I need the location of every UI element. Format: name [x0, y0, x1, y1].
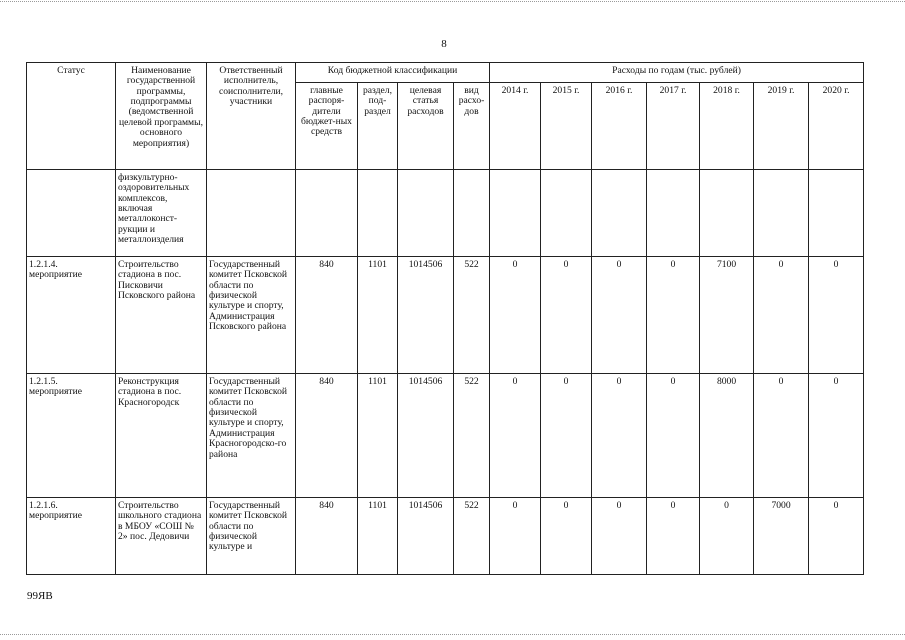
cell-code-type: 522: [454, 374, 490, 498]
cell-empty: [398, 170, 454, 257]
cell-name: физкультурно-оздоровительных комплексов, включая металлоконст-рукции и металлоизделия: [116, 170, 207, 257]
cell-year-2016: 0: [592, 257, 647, 374]
cell-status: 1.2.1.5. мероприятие: [27, 374, 116, 498]
header-year-2019: 2019 г.: [754, 83, 809, 170]
cell-code-manager: 840: [296, 498, 358, 575]
bottom-edge-rule: [0, 634, 905, 635]
footer-code: 99ЯВ: [27, 590, 53, 602]
header-code-type: вид расхо-дов: [454, 83, 490, 170]
cell-empty: [296, 170, 358, 257]
cell-year-2014: 0: [490, 257, 541, 374]
cell-year-2015: 0: [541, 257, 592, 374]
cell-year-2018: 8000: [700, 374, 754, 498]
table-row-continuation: [27, 170, 864, 257]
header-status: Статус: [27, 63, 116, 170]
cell-code-manager: 840: [296, 257, 358, 374]
top-edge-rule: [0, 1, 905, 2]
cell-code-section: 1101: [358, 257, 398, 374]
header-code-section: раздел, под-раздел: [358, 83, 398, 170]
cell-code-type: 522: [454, 498, 490, 575]
cell-year-2020: 0: [809, 257, 864, 374]
cell-status: 1.2.1.6. мероприятие: [27, 498, 116, 575]
cell-year-2015: 0: [541, 374, 592, 498]
cell-responsible: Государственный комитет Псковской области по физической культуре и: [207, 498, 296, 575]
cell-code-article: 1014506: [398, 374, 454, 498]
cell-empty: [809, 170, 864, 257]
header-expenses-group: Расходы по годам (тыс. рублей): [490, 63, 864, 83]
cell-name: Реконструкция стадиона в пос. Красногородск: [116, 374, 207, 498]
cell-status: 1.2.1.4. мероприятие: [27, 257, 116, 374]
cell-empty: [647, 170, 700, 257]
cell-empty: [490, 170, 541, 257]
cell-year-2016: 0: [592, 498, 647, 575]
cell-name: Строительство школьного стадиона в МБОУ «СОШ № 2» пос. Дедовичи: [116, 498, 207, 575]
cell-status: [27, 170, 116, 257]
header-year-2018: 2018 г.: [700, 83, 754, 170]
cell-year-2019: 0: [754, 257, 809, 374]
cell-empty: [541, 170, 592, 257]
cell-year-2019: 0: [754, 374, 809, 498]
cell-empty: [358, 170, 398, 257]
table-row: [27, 257, 864, 374]
cell-responsible: Государственный комитет Псковской области по физической культуре и спорту, Администрация Красногородско-го района: [207, 374, 296, 498]
cell-year-2017: 0: [647, 374, 700, 498]
cell-empty: [592, 170, 647, 257]
cell-year-2020: 0: [809, 498, 864, 575]
header-year-2014: 2014 г.: [490, 83, 541, 170]
header-code-manager: главные распоря-дители бюджет-ных средств: [296, 83, 358, 170]
header-name: Наименование государственной программы, подпрограммы (ведомственной целевой программы, основного мероприятия): [116, 63, 207, 170]
cell-code-type: 522: [454, 257, 490, 374]
page-number: 8: [441, 38, 447, 50]
cell-name: Строительство стадиона в пос. Писковичи Псковского района: [116, 257, 207, 374]
header-year-2015: 2015 г.: [541, 83, 592, 170]
header-budget-code-group: Код бюджетной классификации: [296, 63, 490, 83]
table-row: [27, 498, 864, 575]
cell-year-2017: 0: [647, 257, 700, 374]
cell-year-2014: 0: [490, 374, 541, 498]
cell-empty: [454, 170, 490, 257]
cell-responsible: Государственный комитет Псковской области по физической культуре и спорту, Администрация Псковского района: [207, 257, 296, 374]
header-row-top: [27, 63, 864, 83]
header-code-article: целевая статья расходов: [398, 83, 454, 170]
header-year-2016: 2016 г.: [592, 83, 647, 170]
cell-code-section: 1101: [358, 498, 398, 575]
cell-empty: [754, 170, 809, 257]
cell-year-2015: 0: [541, 498, 592, 575]
cell-code-article: 1014506: [398, 257, 454, 374]
budget-table: [26, 62, 864, 575]
cell-year-2014: 0: [490, 498, 541, 575]
header-year-2017: 2017 г.: [647, 83, 700, 170]
table-row: [27, 374, 864, 498]
cell-year-2020: 0: [809, 374, 864, 498]
header-year-2020: 2020 г.: [809, 83, 864, 170]
cell-year-2018: 7100: [700, 257, 754, 374]
cell-responsible: [207, 170, 296, 257]
cell-year-2018: 0: [700, 498, 754, 575]
cell-year-2017: 0: [647, 498, 700, 575]
cell-year-2016: 0: [592, 374, 647, 498]
header-responsible: Ответственный исполнитель, соисполнители, участники: [207, 63, 296, 170]
cell-code-article: 1014506: [398, 498, 454, 575]
cell-code-section: 1101: [358, 374, 398, 498]
cell-year-2019: 7000: [754, 498, 809, 575]
cell-code-manager: 840: [296, 374, 358, 498]
cell-empty: [700, 170, 754, 257]
